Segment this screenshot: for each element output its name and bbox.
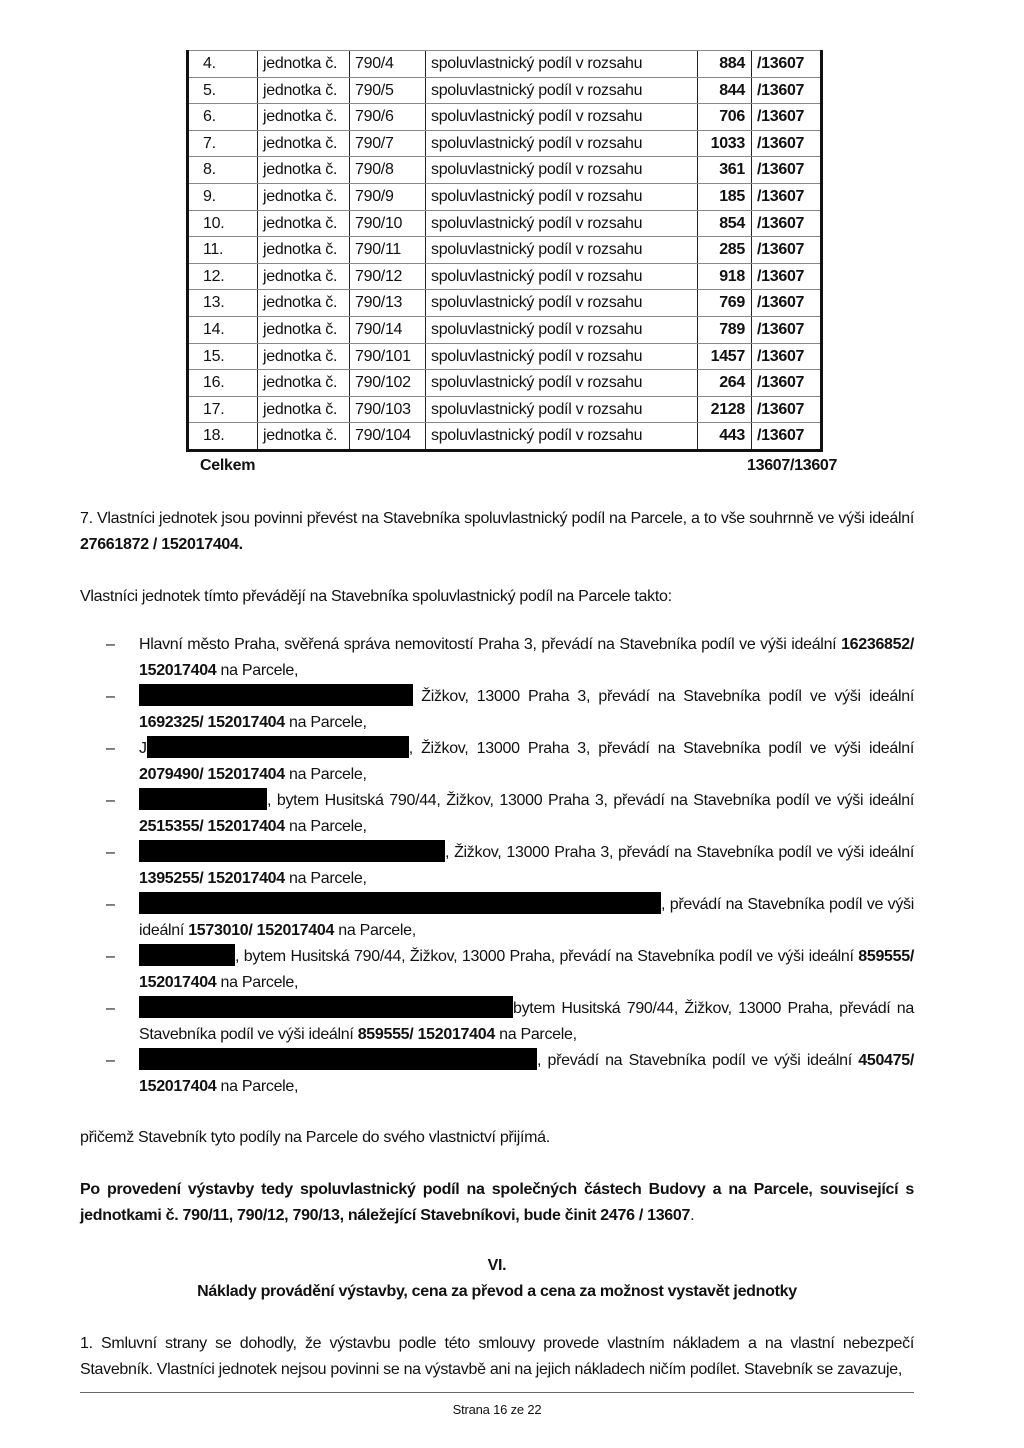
table-row [188, 396, 822, 423]
transfer-list [106, 632, 914, 1100]
share-value: 2079490/ 152017404 [139, 766, 285, 783]
footer-divider [80, 1392, 914, 1393]
share-amount: 844 [698, 77, 752, 104]
table-row [188, 210, 822, 237]
row-number: 18. [188, 423, 258, 451]
share-denominator: /13607 [752, 263, 822, 290]
table-row [188, 104, 822, 131]
table-row [188, 183, 822, 210]
share-denominator: /13607 [752, 423, 822, 451]
row-number: 4. [188, 51, 258, 78]
unit-number: 790/13 [350, 290, 426, 317]
share-amount: 443 [698, 423, 752, 451]
share-value: 450475/ 152017404 [139, 1052, 914, 1095]
share-denominator: /13607 [752, 237, 822, 264]
row-number: 9. [188, 183, 258, 210]
unit-number: 790/102 [350, 370, 426, 397]
share-description: spoluvlastnický podíl v rozsahu [426, 104, 698, 131]
share-description: spoluvlastnický podíl v rozsahu [426, 183, 698, 210]
share-description: spoluvlastnický podíl v rozsahu [426, 77, 698, 104]
unit-label: jednotka č. [258, 343, 350, 370]
unit-label: jednotka č. [258, 237, 350, 264]
section-7-paragraph [80, 506, 914, 558]
total-label: Celkem [200, 457, 256, 474]
section-7-lead: 7. Vlastníci jednotek jsou povinni převést na Stavebníka spoluvlastnický podíl na Parcele, a to vše souhrnně ve výši ideální [80, 510, 914, 527]
unit-number: 790/101 [350, 343, 426, 370]
table-row [188, 316, 822, 343]
share-denominator: /13607 [752, 183, 822, 210]
unit-label: jednotka č. [258, 183, 350, 210]
unit-number: 790/4 [350, 51, 426, 78]
list-dash: – [106, 688, 115, 705]
table-row [188, 423, 822, 451]
unit-label: jednotka č. [258, 130, 350, 157]
redaction-bar [139, 944, 235, 966]
table-row [188, 51, 822, 78]
share-value: 859555/ 152017404 [139, 948, 914, 991]
list-item: – Žižkov, 13000 Praha 3, převádí na Stavebníka podíl ve výši ideální 1692325/ 152017404 na Parcele, [106, 684, 914, 736]
share-denominator: /13607 [752, 130, 822, 157]
list-dash: – [106, 844, 115, 861]
share-amount: 1457 [698, 343, 752, 370]
row-number: 14. [188, 316, 258, 343]
unit-label: jednotka č. [258, 370, 350, 397]
share-amount: 1033 [698, 130, 752, 157]
share-amount: 769 [698, 290, 752, 317]
ownership-table [186, 50, 823, 452]
share-denominator: /13607 [752, 396, 822, 423]
list-item: – J , Žižkov, 13000 Praha 3, převádí na Stavebníka podíl ve výši ideální 2079490/ 152017404 na Parcele, [106, 736, 914, 788]
share-value: 2515355/ 152017404 [139, 818, 285, 835]
unit-label: jednotka č. [258, 51, 350, 78]
share-value: 1395255/ 152017404 [139, 870, 285, 887]
list-item: – , bytem Husitská 790/44, Žižkov, 13000 Praha 3, převádí na Stavebníka podíl ve výši ideální 2515355/ 152017404 na Parcele, [106, 788, 914, 840]
table-row [188, 237, 822, 264]
redaction-bar [139, 840, 445, 862]
share-value: 1573010/ 152017404 [188, 922, 335, 939]
unit-number: 790/14 [350, 316, 426, 343]
share-amount: 854 [698, 210, 752, 237]
section-title: Náklady provádění výstavby, cena za převod a cena za možnost vystavět jednotky [197, 1283, 797, 1300]
redaction-bar [139, 788, 267, 810]
share-denominator: /13607 [752, 210, 822, 237]
share-description: spoluvlastnický podíl v rozsahu [426, 130, 698, 157]
unit-number: 790/5 [350, 77, 426, 104]
share-value: 859555/ 152017404 [357, 1026, 495, 1043]
list-item: – , Žižkov, 13000 Praha 3, převádí na Stavebníka podíl ve výši ideální 1395255/ 152017404 na Parcele, [106, 840, 914, 892]
table-row [188, 130, 822, 157]
total-value: 13607/13607 [747, 457, 838, 474]
share-amount: 706 [698, 104, 752, 131]
list-dash: – [106, 636, 115, 653]
page-number: Strana 16 ze 22 [452, 1402, 542, 1417]
list-item: – , bytem Husitská 790/44, Žižkov, 13000 Praha, převádí na Stavebníka podíl ve výši ideální 859555/ 152017404 na Parcele, [106, 944, 914, 996]
row-number: 6. [188, 104, 258, 131]
table-row [188, 290, 822, 317]
share-description: spoluvlastnický podíl v rozsahu [426, 263, 698, 290]
share-description: spoluvlastnický podíl v rozsahu [426, 290, 698, 317]
unit-number: 790/11 [350, 237, 426, 264]
list-item: – Hlavní město Praha, svěřená správa nemovitostí Praha 3, převádí na Stavebníka podíl ve výši ideální 16236852/ 152017404 na Parcele, [106, 632, 914, 684]
section-number: VI. [487, 1257, 507, 1274]
list-dash: – [106, 948, 115, 965]
share-description: spoluvlastnický podíl v rozsahu [426, 343, 698, 370]
share-denominator: /13607 [752, 316, 822, 343]
summary-paragraph: Po provedení výstavby tedy spoluvlastnický podíl na společných částech Budovy a na Parcele, související s jednotkami č. 790/11, 790/12, 790/13, náležející Stavebníkovi, bude činit 2476 / 13607. [80, 1181, 914, 1224]
redaction-bar [139, 1048, 537, 1070]
unit-label: jednotka č. [258, 423, 350, 451]
list-dash: – [106, 896, 115, 913]
share-description: spoluvlastnický podíl v rozsahu [426, 157, 698, 184]
share-amount: 884 [698, 51, 752, 78]
unit-label: jednotka č. [258, 104, 350, 131]
share-denominator: /13607 [752, 77, 822, 104]
row-number: 15. [188, 343, 258, 370]
share-description: spoluvlastnický podíl v rozsahu [426, 423, 698, 451]
share-amount: 918 [698, 263, 752, 290]
redaction-bar [139, 892, 661, 914]
row-number: 5. [188, 77, 258, 104]
unit-number: 790/7 [350, 130, 426, 157]
share-description: spoluvlastnický podíl v rozsahu [426, 51, 698, 78]
list-dash: – [106, 1000, 115, 1017]
share-denominator: /13607 [752, 51, 822, 78]
unit-label: jednotka č. [258, 210, 350, 237]
table-row [188, 263, 822, 290]
row-number: 13. [188, 290, 258, 317]
share-amount: 361 [698, 157, 752, 184]
unit-number: 790/12 [350, 263, 426, 290]
share-value: 1692325/ 152017404 [139, 714, 285, 731]
list-item: – , převádí na Stavebníka podíl ve výši ideální 1573010/ 152017404 na Parcele, [106, 892, 914, 944]
unit-number: 790/9 [350, 183, 426, 210]
clause-1-paragraph: 1. Smluvní strany se dohodly, že výstavbu podle této smlouvy provede vlastním nákladem a na vlastní nebezpečí Stavebník. Vlastníci jednotek nejsou povinni se na výstavbě ani na jejich nákladech ničím podílet. Stavebník se zavazuje, [80, 1335, 914, 1378]
share-amount: 285 [698, 237, 752, 264]
row-number: 7. [188, 130, 258, 157]
table-row [188, 77, 822, 104]
unit-label: jednotka č. [258, 157, 350, 184]
share-denominator: /13607 [752, 104, 822, 131]
row-number: 17. [188, 396, 258, 423]
unit-number: 790/104 [350, 423, 426, 451]
share-description: spoluvlastnický podíl v rozsahu [426, 316, 698, 343]
row-number: 16. [188, 370, 258, 397]
share-description: spoluvlastnický podíl v rozsahu [426, 396, 698, 423]
redaction-bar [139, 996, 513, 1018]
list-dash: – [106, 1052, 115, 1069]
share-amount: 264 [698, 370, 752, 397]
list-item: – , převádí na Stavebníka podíl ve výši ideální 450475/ 152017404 na Parcele, [106, 1048, 914, 1100]
unit-number: 790/6 [350, 104, 426, 131]
unit-number: 790/8 [350, 157, 426, 184]
redaction-bar [147, 736, 409, 758]
share-denominator: /13607 [752, 370, 822, 397]
list-item: – bytem Husitská 790/44, Žižkov, 13000 Praha, převádí na Stavebníka podíl ve výši ideální 859555/ 152017404 na Parcele, [106, 996, 914, 1048]
share-denominator: /13607 [752, 343, 822, 370]
redacted-initial: J [139, 740, 147, 757]
unit-label: jednotka č. [258, 396, 350, 423]
share-amount: 2128 [698, 396, 752, 423]
share-description: spoluvlastnický podíl v rozsahu [426, 237, 698, 264]
list-dash: – [106, 792, 115, 809]
accept-paragraph: přičemž Stavebník tyto podíly na Parcele do svého vlastnictví přijímá. [80, 1129, 550, 1146]
row-number: 10. [188, 210, 258, 237]
row-number: 8. [188, 157, 258, 184]
redaction-bar [139, 684, 413, 706]
unit-number: 790/103 [350, 396, 426, 423]
share-denominator: /13607 [752, 290, 822, 317]
table-row [188, 370, 822, 397]
unit-label: jednotka č. [258, 290, 350, 317]
share-amount: 789 [698, 316, 752, 343]
section-7-value: 27661872 / 152017404. [80, 536, 243, 553]
transfer-intro: Vlastníci jednotek tímto převádějí na Stavebníka spoluvlastnický podíl na Parcele takto: [80, 588, 672, 605]
row-number: 11. [188, 237, 258, 264]
unit-label: jednotka č. [258, 263, 350, 290]
list-dash: – [106, 740, 115, 757]
share-description: spoluvlastnický podíl v rozsahu [426, 370, 698, 397]
unit-label: jednotka č. [258, 77, 350, 104]
table-row [188, 343, 822, 370]
unit-number: 790/10 [350, 210, 426, 237]
share-description: spoluvlastnický podíl v rozsahu [426, 210, 698, 237]
table-row [188, 157, 822, 184]
share-amount: 185 [698, 183, 752, 210]
share-denominator: /13607 [752, 157, 822, 184]
row-number: 12. [188, 263, 258, 290]
unit-label: jednotka č. [258, 316, 350, 343]
share-value: 16236852/ 152017404 [139, 636, 914, 679]
